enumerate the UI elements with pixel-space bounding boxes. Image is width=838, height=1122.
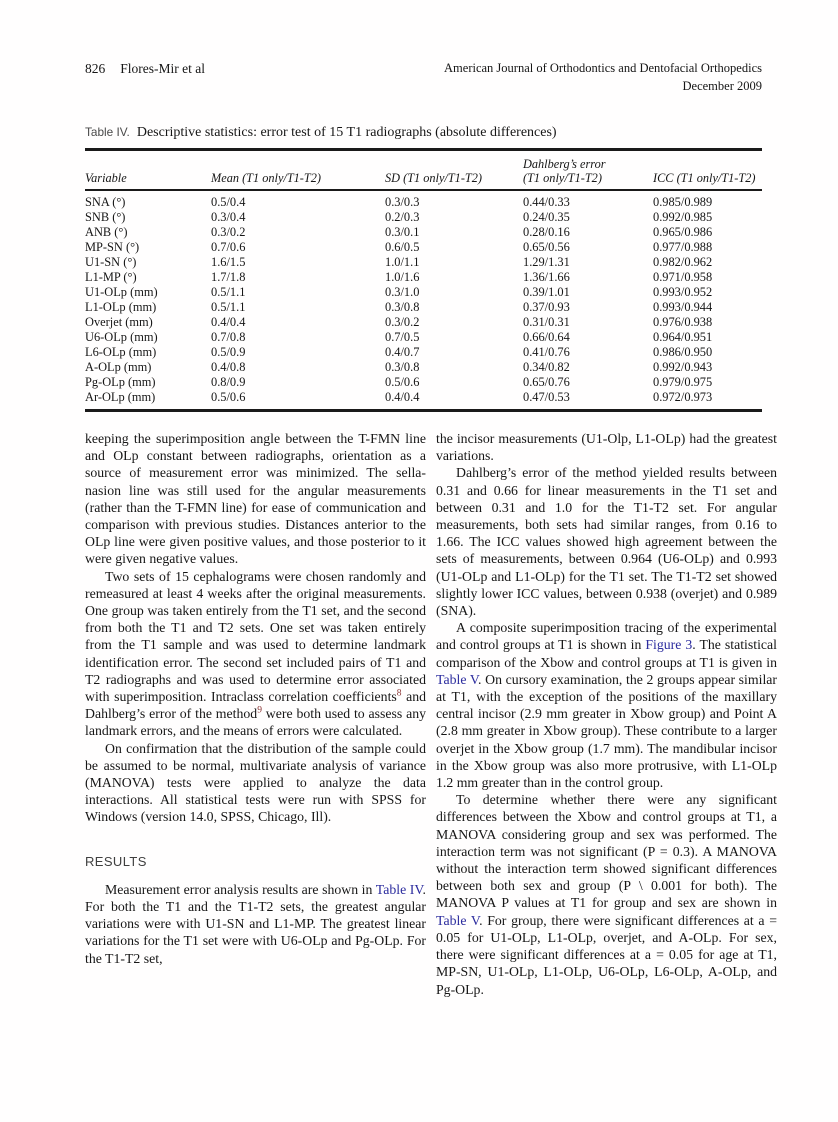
value-cell: 0.982/0.962: [653, 255, 713, 269]
value-cell: 0.992/0.943: [653, 360, 713, 374]
table-row: [85, 240, 762, 255]
variable-cell: U6-OLp (mm): [85, 330, 158, 344]
page-number: 826: [85, 61, 106, 76]
value-cell: 1.36/1.66: [523, 270, 570, 284]
value-cell: 0.992/0.985: [653, 210, 713, 224]
table-row: [85, 315, 762, 330]
variable-cell: L1-MP (°): [85, 270, 137, 284]
value-cell: 0.5/1.1: [211, 285, 246, 299]
cross-reference-link[interactable]: Table V: [436, 671, 479, 687]
value-cell: 0.3/0.2: [385, 315, 420, 329]
paragraph: the incisor measurements (U1-Olp, L1-OLp) had the greatest variations.: [436, 431, 777, 464]
value-cell: 0.7/0.5: [385, 330, 420, 344]
value-cell: 0.972/0.973: [653, 390, 713, 404]
stats-table: [85, 148, 762, 412]
table-row: [85, 390, 762, 411]
value-cell: 0.4/0.7: [385, 345, 420, 359]
value-cell: 0.65/0.56: [523, 240, 570, 254]
value-cell: 0.66/0.64: [523, 330, 570, 344]
value-cell: 0.6/0.5: [385, 240, 420, 254]
cross-reference-link[interactable]: Figure 3: [645, 637, 693, 653]
value-cell: 0.5/1.1: [211, 300, 246, 314]
running-header-right: [444, 60, 762, 95]
table-caption: [85, 125, 762, 141]
value-cell: 0.4/0.4: [211, 315, 246, 329]
journal-name: American Journal of Orthodontics and Dentofacial Orthopedics: [444, 61, 762, 75]
value-cell: 0.5/0.4: [211, 195, 246, 209]
value-cell: 0.985/0.989: [653, 195, 713, 209]
paragraph: To determine whether there were any significant differences between the Xbow and control groups at T1, a MANOVA considering group and sex was performed. The interaction term was not significant (P = 0.3). A MANOVA without the interaction term showed significant differences between both sex and group (P \ 0.001 for both). The MANOVA P values at T1 for group and sex are shown in Table V. For group, there were significant differences at a = 0.05 for U1-OLp, L1-OLp, overjet, and A-OLp. For sex, there were significant differences at a = 0.05 for age at T1, MP-SN, U1-OLp, L1-OLp, U6-OLp, L6-OLp, A-OLp, and Pg-OLp.: [436, 792, 778, 997]
paragraph: On confirmation that the distribution of the sample could be assumed to be normal, multivariate analysis of variance (MANOVA) tests were applied to analyze the data interactions. All statistical tests were run with SPSS for Windows (version 14.0, SPSS, Chicago, Ill).: [85, 740, 426, 825]
value-cell: 0.8/0.9: [211, 375, 246, 389]
value-cell: 1.0/1.6: [385, 270, 420, 284]
value-cell: 0.34/0.82: [523, 360, 570, 374]
value-cell: 0.24/0.35: [523, 210, 570, 224]
value-cell: 0.5/0.9: [211, 345, 246, 359]
variable-cell: Ar-OLp (mm): [85, 390, 156, 404]
table-label: Table IV.: [85, 125, 130, 139]
value-cell: 0.976/0.938: [653, 315, 713, 329]
column-header: Mean (T1 only/T1-T2): [211, 150, 385, 191]
table-row: [85, 270, 762, 285]
column-header: Dahlberg’s error (T1 only/T1-T2): [523, 150, 653, 191]
value-cell: 0.977/0.988: [653, 240, 713, 254]
column-header: Variable: [85, 150, 211, 191]
paragraph: Two sets of 15 cephalograms were chosen randomly and remeasured at least 4 weeks after the original measurements. One group was taken entirely from the T1 set, and the second from both the T1 and T2 sets. One set was taken entirely from the T1 sample and was used to determine landmark identification error. The second set included pairs of T1 and T2 radiographs and was used to determine error associated with superimposition. Intraclass correlation coefficients$^8$ and Dahlberg’s error of the method$^9$ were both used to assess any landmark errors, and the means of errors were calculated.: [85, 568, 427, 739]
column-header: ICC (T1 only/T1-T2): [653, 150, 762, 191]
variable-cell: U1-OLp (mm): [85, 285, 158, 299]
value-cell: 0.979/0.975: [653, 375, 713, 389]
reference-link[interactable]: 8: [396, 688, 402, 699]
table-row: [85, 345, 762, 360]
value-cell: 1.0/1.1: [385, 255, 420, 269]
table-title: Descriptive statistics: error test of 15 T1 radiographs (absolute differences): [136, 125, 557, 140]
table-row: [85, 255, 762, 270]
value-cell: 0.965/0.986: [653, 225, 713, 239]
value-cell: 0.5/0.6: [385, 375, 420, 389]
body-column-left: [85, 430, 426, 967]
paragraph: Measurement error analysis results are shown in Table IV. For both the T1 and the T1-T2 sets, the greatest angular variations were with U1-SN and L1-MP. The greatest linear variations for the T1 set were with U6-OLp and Pg-OLp. For the T1-T2 set,: [85, 881, 426, 966]
table-row: [85, 330, 762, 345]
value-cell: 0.7/0.6: [211, 240, 246, 254]
value-cell: 0.993/0.944: [653, 300, 713, 314]
value-cell: 0.5/0.6: [211, 390, 246, 404]
table-row: [85, 210, 762, 225]
value-cell: 0.4/0.4: [385, 390, 420, 404]
paragraph: A composite superimposition tracing of the experimental and control groups at T1 is shown in Figure 3. The statistical comparison of the Xbow and control groups at T1 is given in Table V. On cursory examination, the 2 groups appear similar at T1, with the exception of the positions of the maxillary central incisor (2.9 mm greater in Xbow group) and Point A (2.8 mm greater in Xbow group). These contribute to a larger overjet in the Xbow group (1.7 mm). The mandibular incisor in the Xbow group was also more protrusive, with L1-OLp 1.2 mm greater than in the control group.: [436, 620, 778, 791]
variable-cell: Overjet (mm): [85, 315, 153, 329]
value-cell: 0.993/0.952: [653, 285, 713, 299]
value-cell: 0.971/0.958: [653, 270, 713, 284]
value-cell: 0.3/0.8: [385, 360, 420, 374]
value-cell: 0.3/0.3: [385, 195, 420, 209]
table-row: [85, 300, 762, 315]
stats-table-body: [85, 190, 762, 411]
value-cell: 0.31/0.31: [523, 315, 570, 329]
value-cell: 0.3/0.2: [211, 225, 246, 239]
running-header-left: [85, 60, 205, 77]
variable-cell: SNA (°): [85, 195, 126, 209]
value-cell: 0.41/0.76: [523, 345, 570, 359]
variable-cell: ANB (°): [85, 225, 128, 239]
variable-cell: A-OLp (mm): [85, 360, 152, 374]
value-cell: 0.4/0.8: [211, 360, 246, 374]
value-cell: 0.3/1.0: [385, 285, 420, 299]
value-cell: 0.39/1.01: [523, 285, 570, 299]
value-cell: 0.964/0.951: [653, 330, 713, 344]
value-cell: 0.37/0.93: [523, 300, 570, 314]
value-cell: 1.6/1.5: [211, 255, 246, 269]
table-row: [85, 360, 762, 375]
cross-reference-link[interactable]: Table IV: [375, 881, 423, 897]
variable-cell: L1-OLp (mm): [85, 300, 157, 314]
variable-cell: L6-OLp (mm): [85, 345, 157, 359]
value-cell: 1.29/1.31: [523, 255, 570, 269]
column-header: SD (T1 only/T1-T2): [385, 150, 523, 191]
cross-reference-link[interactable]: Table V: [436, 912, 480, 928]
table-row: [85, 375, 762, 390]
value-cell: 1.7/1.8: [211, 270, 246, 284]
value-cell: 0.3/0.4: [211, 210, 246, 224]
table-iv-block: [85, 125, 762, 412]
paragraph: Dahlberg’s error of the method yielded results between 0.31 and 0.66 for linear measurements in the T1 set and between 0.31 and 1.0 for the T1-T2 set. For angular measurements, both sets had similar ranges, from 0.16 to 1.66. The ICC values showed high agreement between the sets of measurements, between 0.964 (U6-OLp) and 0.993 (U1-OLp and L1-OLp) for the T1 set. The T1-T2 set showed slightly lower ICC values, between 0.938 (overjet) and 0.989 (SNA).: [436, 465, 777, 619]
value-cell: 0.2/0.3: [385, 210, 420, 224]
table-row: [85, 190, 762, 210]
value-cell: 0.3/0.1: [385, 225, 420, 239]
table-row: [85, 225, 762, 240]
variable-cell: SNB (°): [85, 210, 126, 224]
results-heading: RESULTS: [85, 853, 147, 869]
value-cell: 0.65/0.76: [523, 375, 570, 389]
value-cell: 0.986/0.950: [653, 345, 713, 359]
running-authors: Flores-Mir et al: [120, 61, 205, 76]
variable-cell: MP-SN (°): [85, 240, 140, 254]
value-cell: 0.28/0.16: [523, 225, 570, 239]
reference-link[interactable]: 9: [257, 705, 262, 716]
journal-date: December 2009: [682, 78, 762, 93]
running-header: [85, 60, 762, 95]
value-cell: 0.3/0.8: [385, 300, 420, 314]
paragraph: keeping the superimposition angle between the T-FMN line and OLp constant between radiographs, orientation as a source of measurement error was minimized. The sella-nasion line was still used for the angular measurements (rather than the T-FMN line) for ease of communication and comparison with previous studies. Distances anterior to the OLp line were given positive values, and those posterior to it were given negative values.: [85, 431, 426, 567]
stats-table-head: [85, 150, 762, 191]
value-cell: 0.7/0.8: [211, 330, 246, 344]
table-row: [85, 285, 762, 300]
value-cell: 0.47/0.53: [523, 390, 570, 404]
variable-cell: U1-SN (°): [85, 255, 137, 269]
body-column-right: [436, 430, 777, 998]
value-cell: 0.44/0.33: [523, 195, 570, 209]
variable-cell: Pg-OLp (mm): [85, 375, 156, 389]
